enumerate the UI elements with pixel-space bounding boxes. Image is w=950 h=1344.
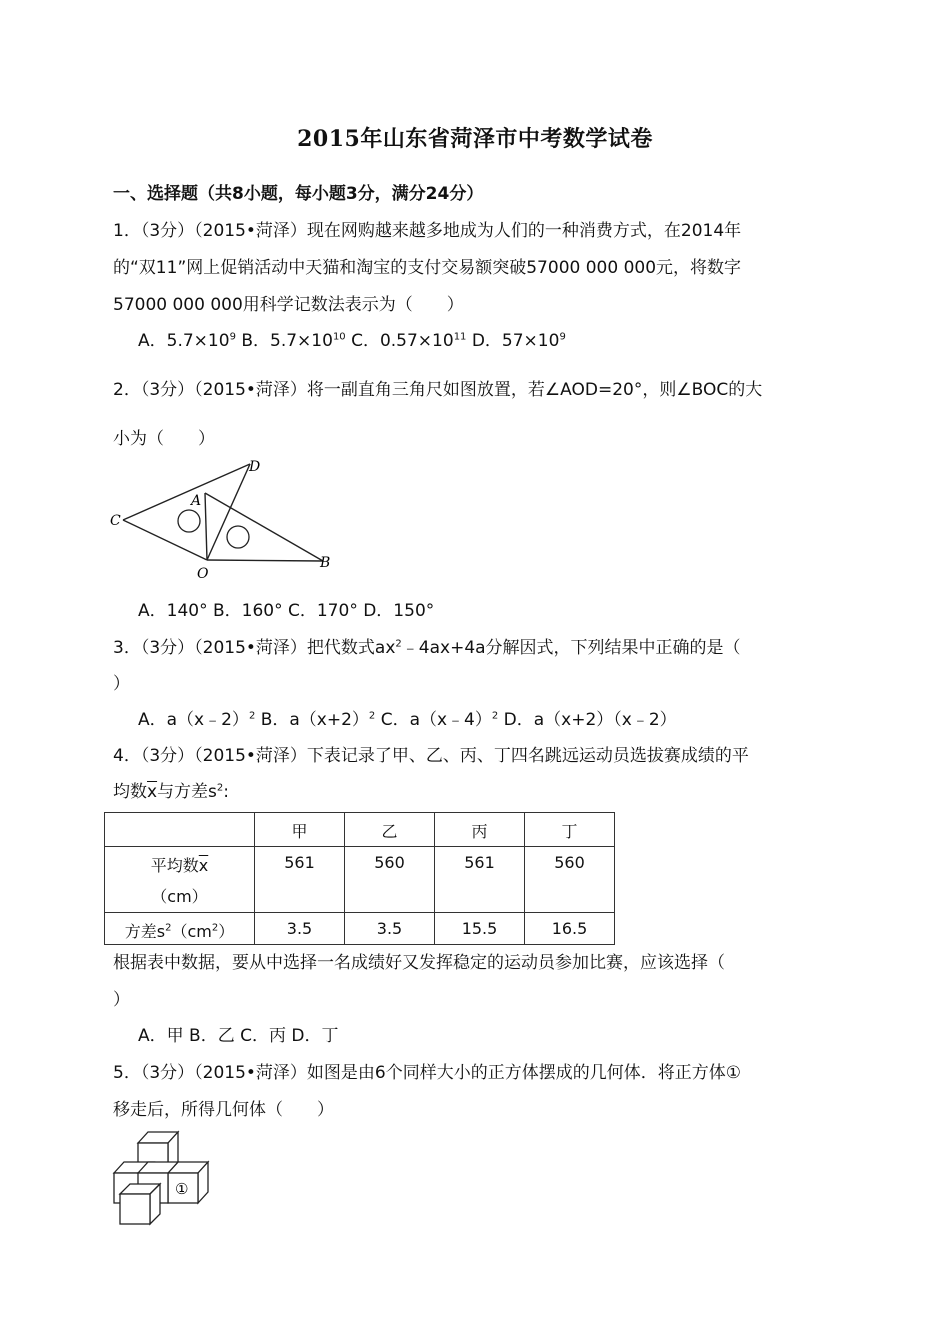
table-header-jia: 甲 [255,813,345,847]
q3-option-c[interactable]: C．a（x﹣4）$^2$ [380,710,499,730]
label-b: B [320,555,331,571]
q1-line2: 的“双11”网上促销活动中天猫和淘宝的支付交易额突破57000 000 000元，将数字 [113,258,742,278]
q1-options [138,326,566,351]
q3-option-d[interactable]: D．a（x+2）（x﹣2） [503,710,677,730]
q1-option-c[interactable]: C．$0.57\times 10^{11}$ [351,331,467,351]
edge-o-d [207,464,250,560]
label-a: A [191,493,202,509]
q1-option-b[interactable]: B．$5.7\times 10^{10}$ [241,331,346,351]
q1-line3: 57000 000 000用科学记数法表示为（ ） [113,295,464,315]
cube-marker-one: ① [175,1180,189,1198]
table-row-label-mean: 平均数$\overline{x}$ （cm） [105,847,255,913]
triangle-hole-left [178,510,200,532]
table-cell: 561 [435,847,525,913]
table-row [105,913,615,945]
q4-line2: 均数$\overline{x}$与方差$s^2$: [113,782,230,802]
q2-line1: 2．（3分）（2015•菏泽）将一副直角三角尺如图放置，若∠AOD=20°，则∠BOC的大 [113,380,763,400]
q3-option-a[interactable]: A．a（x﹣2）$^2$ [138,710,256,730]
table-cell: 16.5 [525,913,615,945]
triangle-hole-right [227,526,249,548]
edge-c-o [123,520,207,560]
q3-option-b[interactable]: B．$a(x+2)^2$ [260,710,376,730]
edge-a-o [205,493,207,560]
table-cell: 561 [255,847,345,913]
q1-line1: 1．（3分）（2015•菏泽）现在网购越来越多地成为人们的一种消费方式，在2014年 [113,221,742,241]
q4-score-table [104,812,615,945]
edge-a-b [205,493,323,561]
q3-line1: 3．（3分）（2015•菏泽）把代数式$ax^2﹣4ax+4a$分解因式，下列结果中正确的是（ [113,638,741,658]
q1-option-a[interactable]: A．$5.7\times 10^9$ [138,331,236,351]
q3-options [138,705,677,730]
q2-options[interactable]: A．140° B．160° C．170° D．150° [138,601,435,621]
q3-line2: ） [113,674,130,694]
q5-line2: 移走后，所得几何体（ ） [113,1100,334,1120]
table-cell: 15.5 [435,913,525,945]
table-row-label-variance: 方差$s^2(cm^2)$ [105,913,255,945]
label-o: O [197,566,209,582]
table-header-bing: 丙 [435,813,525,847]
q4-after-line1: 根据表中数据，要从中选择一名成绩好又发挥稳定的运动员参加比赛，应该选择（ [113,953,725,973]
table-header-ding: 丁 [525,813,615,847]
q2-line2: 小为（ ） [113,429,215,449]
q1-option-d[interactable]: D．$57\times 10^9$ [471,331,566,351]
q4-options[interactable]: A．甲 B．乙 C．丙 D．丁 [138,1026,339,1046]
table-row [105,813,615,847]
q2-triangle-figure [105,455,345,585]
page-title: 2015年山东省菏泽市中考数学试卷 [297,126,653,152]
q4-after-line2: ） [113,990,130,1010]
label-c: C [110,513,121,529]
q4-line1: 4．（3分）（2015•菏泽）下表记录了甲、乙、丙、丁四名跳远运动员选拔赛成绩的平 [113,746,749,766]
label-d: D [249,459,261,475]
table-header-yi: 乙 [345,813,435,847]
section-heading: 一、选择题（共8小题，每小题3分，满分24分） [113,184,484,204]
table-corner-cell [105,813,255,847]
edge-c-d [123,464,250,520]
edge-o-b [207,560,323,561]
table-cell: 3.5 [255,913,345,945]
q5-line1: 5．（3分）（2015•菏泽）如图是由6个同样大小的正方体摆成的几何体．将正方体① [113,1063,741,1083]
q5-cube-figure [110,1128,220,1230]
table-cell: 560 [525,847,615,913]
table-row [105,847,615,913]
table-cell: 3.5 [345,913,435,945]
cube-front-front [120,1194,150,1224]
table-cell: 560 [345,847,435,913]
